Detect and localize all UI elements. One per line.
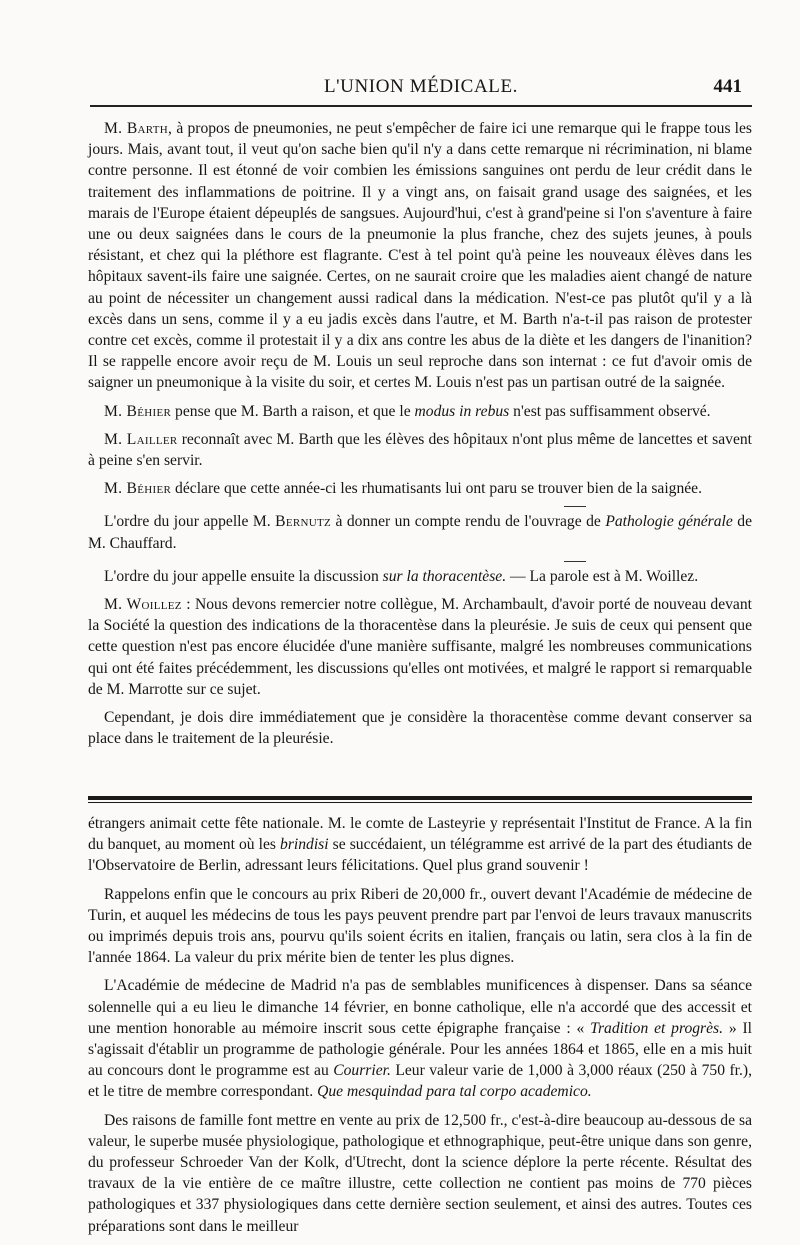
paragraph-text: Des raisons de famille font mettre en vente au prix de 12,500 fr., c'est-à-dire beaucoup au-dessous de sa valeur, le superbe musée physiologique, pathologique et ethnographique, peut-être unique dans son genre, du professeur Schroeder Van der Kolk, d'Utrecht, dont la science déplore la perte récente. Résultat des travaux de la vie entière de ce maître illustre, cette collection ne contient pas moins de 770 pièces pathologiques et 337 physiologiques dans cette dernière section seulement, et ainsi des autres. Toutes ces préparations sont dans le meilleur bbox=[88, 1111, 752, 1235]
double-rule-divider bbox=[88, 796, 752, 803]
italic-phrase: brindisi bbox=[280, 836, 329, 854]
italic-phrase: sur la thoracentèse. bbox=[382, 567, 507, 585]
paragraph-academie-madrid bbox=[88, 975, 752, 1102]
paragraph-lailler bbox=[88, 429, 752, 471]
paragraph-continuation bbox=[88, 813, 752, 877]
speaker-name: M. Woillez : bbox=[104, 596, 191, 614]
paragraph-text: L'ordre du jour appelle ensuite la discussion bbox=[104, 567, 383, 585]
paragraph-text: Rappelons enfin que le concours au prix Riberi de 20,000 fr., ouvert devant l'Académie de médecine de Turin, et auquel les médecins de tous les pays peuvent prendre part par l'envoi de leurs travaux manuscrits ou imprimés depuis trois ans, pourvu qu'ils soient écrits en italien, français ou latin, sera clos à la fin de l'année 1864. La valeur du prix mérite bien de tenter les plus dignes. bbox=[88, 885, 752, 967]
paragraph-text: se succédaient, un télégramme est arrivé de la part des étudiants de l'Observatoire de Berlin, adressant leurs félicitations. Quel plus grand souvenir ! bbox=[88, 836, 752, 875]
paragraph-behier-1 bbox=[88, 401, 752, 422]
paragraph-text: à propos de pneumonies, ne peut s'empêcher de faire ici une remarque qui le frappe tous les jours. Mais, avant tout, il veut qu'on sache bien qu'il n'y a dans cette remarque ni récrimination, ni blame contre personne. Il est étonné de voir combien les émissions sanguines ont perdu de leur crédit dans le traitement des inflammations de poitrine. Il y a vingt ans, on faisait grand usage des saignées, et les marais de l'Europe étaient dépeuplés de sangsues. Aujourd'hui, c'est à grand'peine si l'on s'aventure à faire une ou deux saignées dans le cours de la pneumonie la plus franche, chez des sujets jeunes, à pouls résistant, et chez qui la pléthore est flagrante. C'est à tel point qu'à peine les nouveaux élèves dans les hôpitaux savent-ils faire une saignée. Certes, on ne saurait croire que les maladies aient changé de nature au point de nécessiter un changement aussi radical dans la médication. N'est-ce pas plutôt qu'il y a là excès dans un sens, comme il y a eu jadis excès dans l'autre, et M. Barth n'a-t-il pas raison de protester contre cet excès, comme il protestait il y a dix ans contre les abus de la diète et les dangers de l'inanition? Il se rappelle encore avoir reçu de M. Louis un seul reproche dans son internat : ce fut d'avoir omis de saigner un pneumonique à la visite du soir, et certes M. Louis n'est pas un partisan outré de la saignée. bbox=[88, 120, 752, 392]
paragraph-text: reconnaît avec M. Barth que les élèves des hôpitaux n'ont plus même de lancettes et savent à peine s'en servir. bbox=[88, 430, 752, 470]
paragraph-text: L'ordre du jour appelle M. bbox=[104, 513, 276, 531]
paragraph-agenda-thoracentese bbox=[88, 566, 752, 587]
feuilleton-column bbox=[88, 813, 752, 1244]
paragraph-woillez-cont bbox=[88, 707, 752, 749]
running-title: L'UNION MÉDICALE. bbox=[323, 76, 519, 97]
paragraph-text: de M. Chauffard. bbox=[88, 513, 752, 552]
italic-phrase: Pathologie générale bbox=[605, 513, 733, 531]
italic-phrase: Que mesquindad para tal corpo academico. bbox=[317, 1083, 592, 1101]
section-separator bbox=[564, 506, 586, 507]
paragraph-text: pense que M. Barth a raison, et que le bbox=[171, 402, 415, 420]
speaker-name: Bernutz bbox=[275, 513, 332, 531]
paragraph-text: Nous devons remercier notre collègue, M. Archambault, d'avoir porté de nouveau devant la Société la question des indications de la thoracentèse dans la pleurésie. Je suis de ceux qui pensent que cette question n'est pas encore élucidée d'une manière suffisante, malgré les nombreuses communications qui ont été faites précédemment, les discussions qu'elles ont motivées, et malgré le rapport si remarquable de M. Marrotte sur ce sujet. bbox=[88, 596, 752, 698]
paragraph-barth bbox=[88, 118, 752, 394]
society-proceedings bbox=[88, 118, 752, 756]
paragraph-behier-2 bbox=[88, 478, 752, 499]
paragraph-text: étrangers animait cette fête nationale. M. le comte de Lasteyrie y représentait l'Institut de France. A la fin du banquet, au moment où les bbox=[88, 815, 752, 854]
italic-phrase: Courrier. bbox=[333, 1062, 391, 1080]
page-header bbox=[90, 76, 752, 102]
italic-phrase: modus in rebus bbox=[414, 402, 510, 420]
paragraph-text: n'est pas suffisamment observé. bbox=[509, 402, 711, 420]
paragraph-text: déclare que cette année-ci les rhumatisants lui ont paru se trouver bien de la saignée. bbox=[171, 480, 702, 498]
section-separator bbox=[564, 561, 586, 562]
paragraph-agenda-bernutz bbox=[88, 511, 752, 553]
speaker-name: M. Barth, bbox=[104, 120, 173, 137]
paragraph-text: Leur valeur varie de 1,000 à 3,000 réaux (250 à 750 fr.), et le titre de membre correspondant. bbox=[88, 1062, 752, 1101]
paragraph-text: à donner un compte rendu de l'ouvrage de bbox=[331, 513, 606, 531]
speaker-name: M. Béhier bbox=[104, 402, 172, 420]
speaker-name: M. Lailler bbox=[104, 430, 178, 448]
paragraph-woillez bbox=[88, 594, 752, 700]
header-rule bbox=[90, 105, 752, 107]
paragraph-text: Cependant, je dois dire immédiatement que je considère la thoracentèse comme devant conserver sa place dans le traitement de la pleurésie. bbox=[88, 709, 752, 748]
speaker-name: M. Béhier bbox=[104, 480, 172, 498]
italic-phrase: Tradition et progrès. bbox=[590, 1019, 723, 1037]
paragraph-prix-riberi bbox=[88, 884, 752, 969]
paragraph-text: » Il s'agissait d'établir un programme de pathologie générale. Pour les années 1864 et 1865, elle en a mis huit au concours dont le programme est au bbox=[88, 1019, 752, 1080]
paragraph-musee-schroeder bbox=[88, 1110, 752, 1237]
paragraph-text: — La parole est à M. Woillez. bbox=[506, 567, 699, 585]
page-number: 441 bbox=[713, 76, 742, 97]
paragraph-text: L'Académie de médecine de Madrid n'a pas de semblables munificences à dispenser. Dans sa séance solennelle qui a eu lieu le dimanche 14 février, en bonne catholique, elle n'a accordé que des accessit et une mention honorable au mémoire inscrit sous cette épigraphe française : « bbox=[88, 977, 752, 1037]
